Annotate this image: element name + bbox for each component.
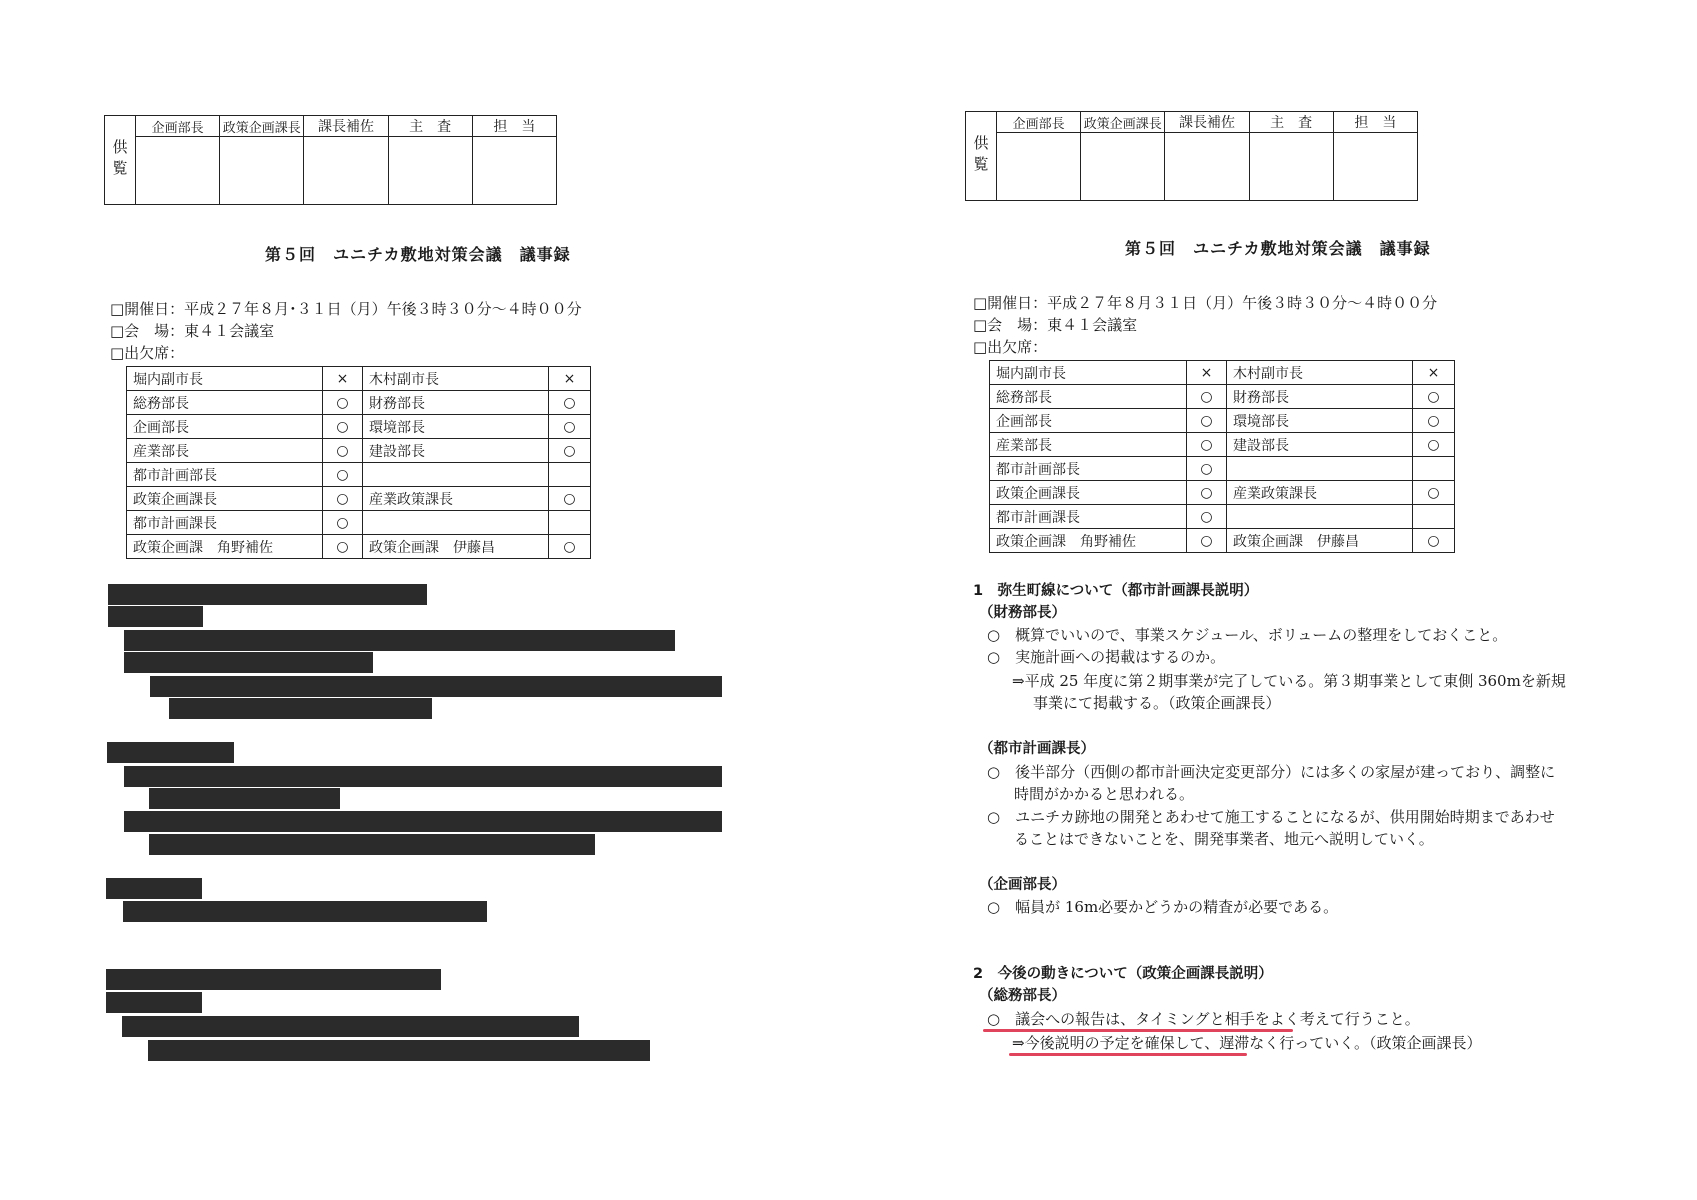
- left-page: [0, 0, 848, 1200]
- document-title: 第５回 ユニチカ敷地対策会議 議事録: [1125, 239, 1431, 258]
- attendance-row: 産業部長 ○ 建設部長 ○: [990, 433, 1455, 457]
- red-underline: [1009, 1053, 1247, 1056]
- stamp-box: [1165, 133, 1249, 201]
- meeting-date: □開催日：平成２７年８月３１日（月）午後３時３０分～４時００分: [973, 294, 1438, 312]
- stamp-box: [304, 137, 388, 205]
- stamp-box: [136, 137, 220, 205]
- stamp-box: [220, 137, 304, 205]
- redaction-bar: [106, 969, 441, 990]
- minutes-line: ○ 幅員が 16m必要かどうかの精査が必要である。: [987, 898, 1339, 916]
- redaction-bar: [124, 630, 675, 651]
- minutes-line: ○ 議会への報告は、タイミングと相手をよく考えて行うこと。: [987, 1010, 1420, 1028]
- attendance-row: 総務部長 ○ 財務部長 ○: [127, 391, 591, 415]
- attendance-row: 堀内副市長 × 木村副市長 ×: [127, 367, 591, 391]
- redaction-bar: [150, 676, 722, 697]
- redaction-bar: [124, 811, 722, 832]
- attendance-heading: □出欠席：: [110, 344, 185, 362]
- attendance-row: 政策企画課 角野補佐 ○ 政策企画課 伊藤昌 ○: [990, 529, 1455, 553]
- attendance-row: 都市計画部長 ○: [127, 463, 591, 487]
- attendance-row: 産業部長 ○ 建設部長 ○: [127, 439, 591, 463]
- minutes-line: ○ 実施計画への掲載はするのか。: [987, 648, 1226, 666]
- attendance-table: [126, 366, 591, 559]
- redaction-bar: [108, 606, 203, 627]
- redaction-bar: [106, 878, 202, 899]
- stamp-col-policy-manager: 政策企画課長: [1081, 112, 1165, 133]
- section-2-heading: 2 今後の動きについて（政策企画課長説明）: [973, 966, 1273, 982]
- meeting-venue: □会 場：東４１会議室: [110, 322, 275, 340]
- stamp-col-inspector: 主 査: [1249, 112, 1333, 133]
- circulation-stamp-table: [965, 111, 1418, 201]
- redaction-bar: [149, 834, 595, 855]
- redaction-bar: [106, 992, 202, 1013]
- minutes-line: ○ 後半部分（西側の都市計画決定変更部分）には多くの家屋が建っており、調整に: [987, 763, 1556, 781]
- minutes-line: 時間がかかると思われる。: [1014, 785, 1195, 803]
- attendance-row: 政策企画課長 ○ 産業政策課長 ○: [990, 481, 1455, 505]
- attendance-row: 総務部長 ○ 財務部長 ○: [990, 385, 1455, 409]
- stamp-row-label: 供覧: [105, 116, 136, 205]
- stamp-box: [1249, 133, 1333, 201]
- stamp-col-planning-director: 企画部長: [997, 112, 1081, 133]
- redaction-bar: [107, 742, 234, 763]
- redaction-bar: [149, 788, 340, 809]
- stamp-box: [472, 137, 556, 205]
- attendance-row: 都市計画課長 ○: [990, 505, 1455, 529]
- attendance-row: 政策企画課長 ○ 産業政策課長 ○: [127, 487, 591, 511]
- stamp-box: [997, 133, 1081, 201]
- attendance-table: [989, 360, 1455, 553]
- stamp-col-inspector: 主 査: [388, 116, 472, 137]
- attendance-row: 都市計画部長 ○: [990, 457, 1455, 481]
- redaction-bar: [108, 584, 427, 605]
- minutes-line: ⇒今後説明の予定を確保して、遅滞なく行っていく。（政策企画課長）: [1012, 1034, 1482, 1052]
- stamp-box: [388, 137, 472, 205]
- right-page: [849, 0, 1697, 1200]
- meeting-date: □開催日：平成２７年８月･３１日（月）午後３時３０分～４時００分: [110, 300, 582, 318]
- section-1-heading: 1 弥生町線について（都市計画課長説明）: [973, 583, 1259, 599]
- stamp-col-staff: 担 当: [472, 116, 556, 137]
- attendance-row: 堀内副市長 × 木村副市長 ×: [990, 361, 1455, 385]
- stamp-col-planning-director: 企画部長: [136, 116, 220, 137]
- redaction-bar: [124, 766, 722, 787]
- attendance-row: 都市計画課長 ○: [127, 511, 591, 535]
- redaction-bar: [123, 901, 487, 922]
- minutes-line: 事業にて掲載する。（政策企画課長）: [1033, 694, 1281, 712]
- speaker-label: （都市計画課長）: [979, 741, 1095, 757]
- redaction-bar: [124, 652, 373, 673]
- minutes-line: ○ 概算でいいので、事業スケジュール、ボリュームの整理をしておくこと。: [987, 626, 1508, 644]
- attendance-row: 企画部長 ○ 環境部長 ○: [990, 409, 1455, 433]
- stamp-box: [1081, 133, 1165, 201]
- stamp-row-label: 供覧: [966, 112, 997, 201]
- speaker-label: （総務部長）: [979, 988, 1066, 1004]
- circulation-stamp-table: [104, 115, 557, 205]
- meeting-venue: □会 場：東４１会議室: [973, 316, 1138, 334]
- attendance-row: 政策企画課 角野補佐 ○ 政策企画課 伊藤昌 ○: [127, 535, 591, 559]
- minutes-line: ○ ユニチカ跡地の開発とあわせて施工することになるが、供用開始時期まであわせ: [987, 808, 1555, 826]
- document-title: 第５回 ユニチカ敷地対策会議 議事録: [265, 245, 571, 264]
- minutes-line: ⇒平成 25 年度に第２期事業が完了している。第３期事業として東側 360mを新規: [1012, 672, 1566, 690]
- attendance-heading: □出欠席：: [973, 338, 1048, 356]
- speaker-label: （企画部長）: [979, 877, 1066, 893]
- redaction-bar: [169, 698, 432, 719]
- attendance-row: 企画部長 ○ 環境部長 ○: [127, 415, 591, 439]
- stamp-box: [1333, 133, 1417, 201]
- speaker-label: （財務部長）: [979, 605, 1066, 621]
- stamp-col-staff: 担 当: [1333, 112, 1417, 133]
- redaction-bar: [122, 1016, 579, 1037]
- stamp-col-policy-manager: 政策企画課長: [220, 116, 304, 137]
- stamp-col-assistant-manager: 課長補佐: [1165, 112, 1249, 133]
- stamp-col-assistant-manager: 課長補佐: [304, 116, 388, 137]
- minutes-line: ることはできないことを、開発事業者、地元へ説明していく。: [1014, 830, 1434, 848]
- redaction-bar: [148, 1040, 650, 1061]
